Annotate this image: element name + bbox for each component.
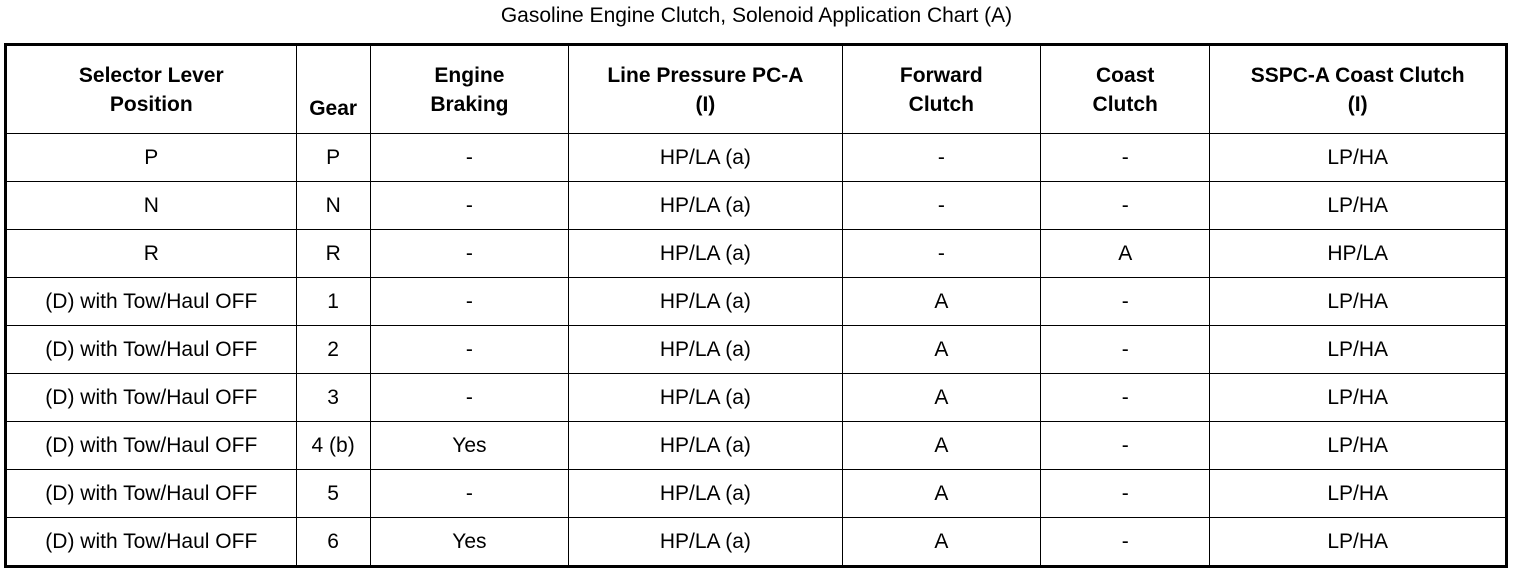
cell-coast-clutch: - [1041,422,1210,470]
table-row [6,326,1507,374]
cell-gear: N [296,182,370,230]
header-gear [296,45,370,134]
cell-forward-clutch: A [842,278,1040,326]
header-engine-braking [370,45,568,134]
cell-sspc-a-coast-clutch: HP/LA [1210,230,1507,278]
cell-gear: P [296,134,370,182]
cell-gear: 2 [296,326,370,374]
table-row [6,422,1507,470]
cell-selector-position: (D) with Tow/Haul OFF [6,278,297,326]
cell-sspc-a-coast-clutch: LP/HA [1210,278,1507,326]
table-row [6,470,1507,518]
cell-engine-braking: - [370,470,568,518]
cell-gear: 6 [296,518,370,567]
table-row [6,230,1507,278]
cell-engine-braking: - [370,134,568,182]
cell-gear: 3 [296,374,370,422]
cell-gear: R [296,230,370,278]
cell-selector-position: (D) with Tow/Haul OFF [6,470,297,518]
cell-selector-position: N [6,182,297,230]
cell-line-pressure: HP/LA (a) [569,518,843,567]
table-row [6,278,1507,326]
header-line: Forward [899,63,983,87]
cell-forward-clutch: - [842,230,1040,278]
cell-engine-braking: - [370,230,568,278]
table-header-row [6,45,1507,134]
cell-forward-clutch: - [842,182,1040,230]
cell-gear: 1 [296,278,370,326]
cell-selector-position: P [6,134,297,182]
header-sspc-a-coast-clutch [1210,45,1507,134]
header-line: SSPC-A Coast Clutch [1250,63,1465,87]
header-line: Line Pressure PC-A [607,63,804,87]
cell-engine-braking: Yes [370,422,568,470]
cell-forward-clutch: A [842,374,1040,422]
cell-engine-braking: - [370,182,568,230]
header-forward-clutch [842,45,1040,134]
cell-engine-braking: - [370,326,568,374]
header-line: Engine [434,63,505,87]
table-row [6,134,1507,182]
cell-selector-position: (D) with Tow/Haul OFF [6,422,297,470]
header-line: Coast [1096,63,1155,87]
cell-gear: 4 (b) [296,422,370,470]
cell-coast-clutch: - [1041,278,1210,326]
cell-sspc-a-coast-clutch: LP/HA [1210,182,1507,230]
header-line: Selector Lever [78,63,224,87]
header-line: (I) [695,92,716,116]
cell-coast-clutch: - [1041,374,1210,422]
header-coast-clutch [1041,45,1210,134]
cell-coast-clutch: A [1041,230,1210,278]
header-line-pressure-pc-a [569,45,843,134]
header-line: (I) [1347,92,1368,116]
cell-line-pressure: HP/LA (a) [569,230,843,278]
cell-selector-position: (D) with Tow/Haul OFF [6,518,297,567]
cell-coast-clutch: - [1041,182,1210,230]
cell-forward-clutch: A [842,422,1040,470]
cell-line-pressure: HP/LA (a) [569,134,843,182]
header-selector-lever-position [6,45,297,134]
cell-line-pressure: HP/LA (a) [569,326,843,374]
cell-line-pressure: HP/LA (a) [569,374,843,422]
cell-sspc-a-coast-clutch: LP/HA [1210,374,1507,422]
cell-coast-clutch: - [1041,470,1210,518]
cell-engine-braking: - [370,374,568,422]
cell-engine-braking: Yes [370,518,568,567]
header-line: Braking [430,92,509,116]
cell-coast-clutch: - [1041,326,1210,374]
header-line: Clutch [908,92,974,116]
cell-sspc-a-coast-clutch: LP/HA [1210,422,1507,470]
table-row [6,374,1507,422]
cell-sspc-a-coast-clutch: LP/HA [1210,470,1507,518]
solenoid-application-table [4,43,1508,568]
cell-forward-clutch: A [842,470,1040,518]
cell-selector-position: (D) with Tow/Haul OFF [6,326,297,374]
header-line: Gear [309,97,358,120]
cell-engine-braking: - [370,278,568,326]
cell-line-pressure: HP/LA (a) [569,422,843,470]
cell-line-pressure: HP/LA (a) [569,182,843,230]
header-line: Clutch [1092,92,1158,116]
header-line: Position [109,92,193,116]
cell-gear: 5 [296,470,370,518]
cell-forward-clutch: A [842,326,1040,374]
cell-coast-clutch: - [1041,134,1210,182]
cell-selector-position: (D) with Tow/Haul OFF [6,374,297,422]
cell-selector-position: R [6,230,297,278]
cell-line-pressure: HP/LA (a) [569,278,843,326]
cell-line-pressure: HP/LA (a) [569,470,843,518]
cell-sspc-a-coast-clutch: LP/HA [1210,134,1507,182]
chart-caption: Gasoline Engine Clutch, Solenoid Application Chart (A) [500,4,1013,27]
cell-coast-clutch: - [1041,518,1210,567]
cell-sspc-a-coast-clutch: LP/HA [1210,326,1507,374]
cell-forward-clutch: - [842,134,1040,182]
table-row [6,518,1507,567]
cell-forward-clutch: A [842,518,1040,567]
cell-sspc-a-coast-clutch: LP/HA [1210,518,1507,567]
table-row [6,182,1507,230]
